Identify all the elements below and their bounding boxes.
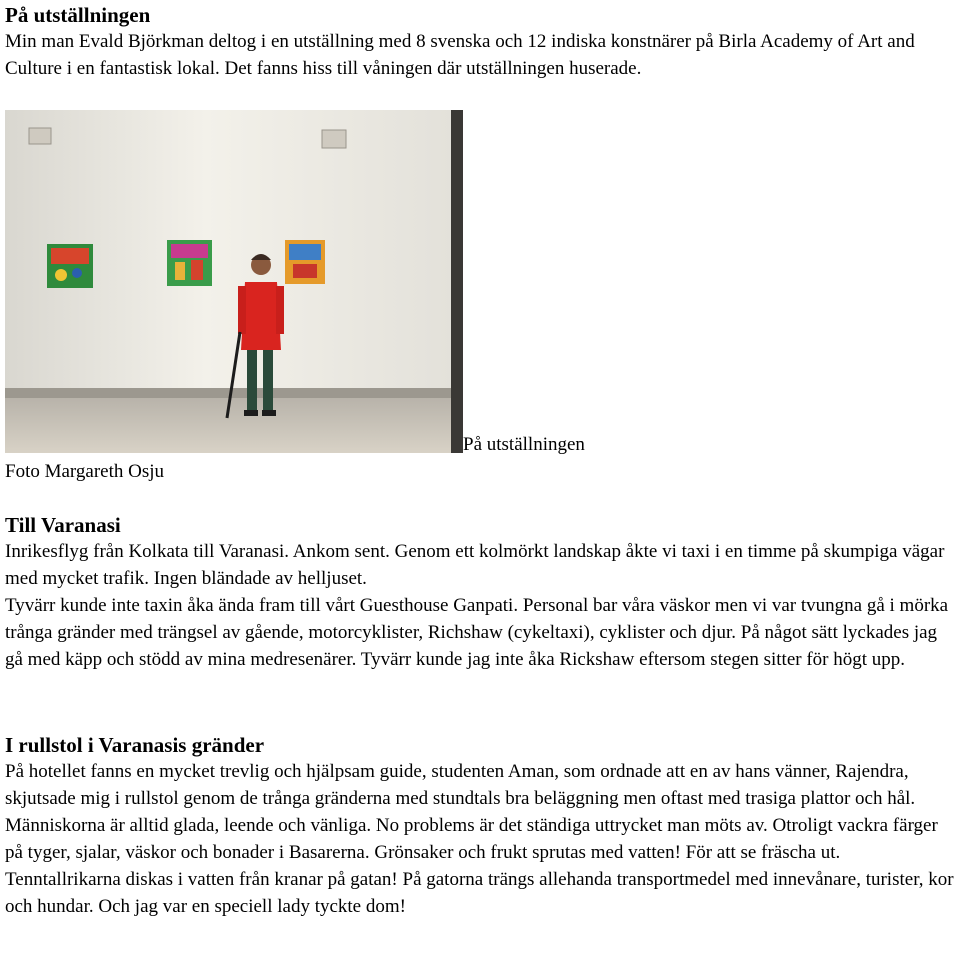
painting-1 (47, 244, 93, 288)
photo-credit: Foto Margareth Osju (5, 461, 165, 482)
section-paragraph: Inrikesflyg från Kolkata till Varanasi. Ankom sent. Genom ett kolmörkt landskap åkte vi taxi i en timme på skumpiga vägar med mycket trafik. Ingen bländade av helljuset. (5, 541, 945, 589)
section-varanasi (5, 512, 955, 673)
section-exhibition (5, 2, 955, 82)
section-wheelchair (5, 732, 955, 920)
painting-2 (167, 240, 212, 286)
exhibition-photo (5, 110, 463, 453)
section-heading: Till Varanasi (5, 513, 121, 537)
painting-3 (285, 240, 325, 284)
section-paragraph: Min man Evald Björkman deltog i en utställning med 8 svenska och 12 indiska konstnärer på Birla Academy of Art and Culture i en fantastisk lokal. Det fanns hiss till våningen där utställningen huserade. (5, 31, 915, 79)
section-paragraph: Tyvärr kunde inte taxin åka ända fram till vårt Guesthouse Ganpati. Personal bar våra väskor men vi var tvungna gå i mörka trånga gränder med trängsel av gående, motorcyklister, Richshaw (cykeltaxi), cyklister och djur. På något sätt lyckades jag gå med käpp och stödd av mina medresenärer. Tyvärr kunde jag inte åka Rickshaw eftersom stegen sitter för högt upp. (5, 595, 949, 670)
photo-caption: På utställningen (463, 434, 585, 455)
section-paragraph: På hotellet fanns en mycket trevlig och hjälpsam guide, studenten Aman, som ordnade att en av hans vänner, Rajendra, skjutsade mig i rullstol genom de trånga gränderna med stundtals bra beläggning men oftast med trasiga plattor och hål. (5, 761, 916, 809)
section-paragraph: Människorna är alltid glada, leende och vänliga. No problems är det ständiga uttrycket man möts av. Otroligt vackra färger på tyger, sjalar, väskor och bonader i Basarerna. Grönsaker och frukt sprutas med vatten! För att se fräscha ut. Tenntallrikarna diskas i vatten från kranar på gatan! På gatorna trängs allehanda transportmedel med innevånare, turister, kor och hundar. Och jag var en speciell lady tyckte dom! (5, 815, 954, 917)
section-heading: På utställningen (5, 3, 151, 27)
section-heading: I rullstol i Varanasis gränder (5, 733, 265, 757)
